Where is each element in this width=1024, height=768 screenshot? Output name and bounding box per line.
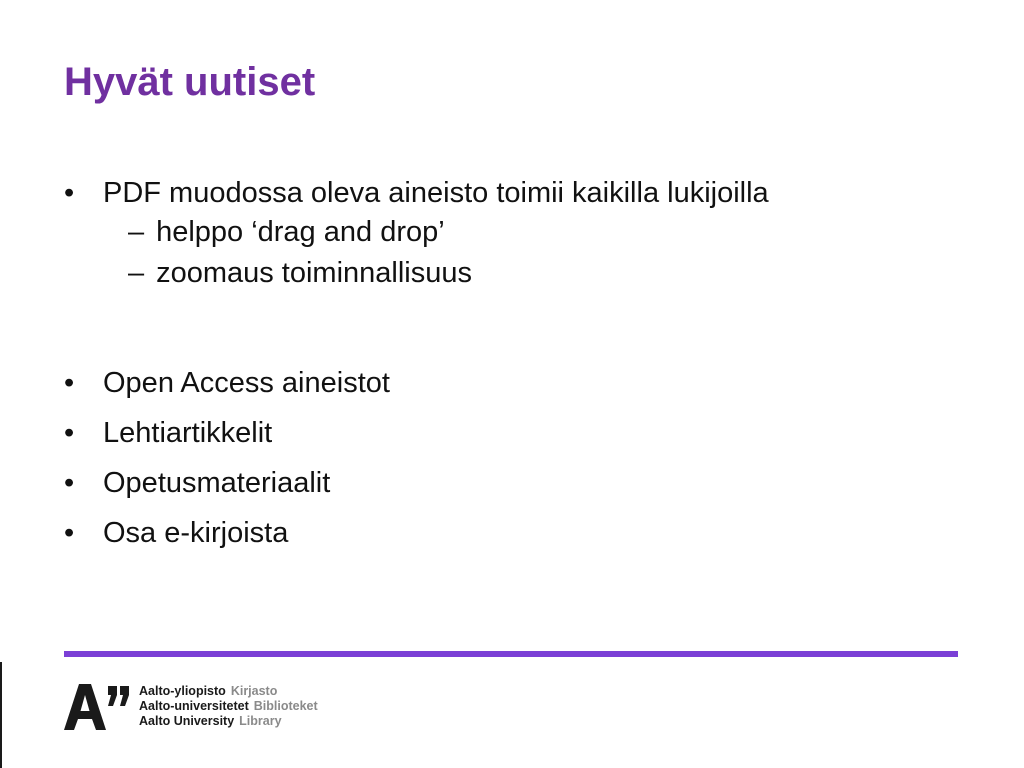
slide-title: Hyvät uutiset [64, 60, 316, 104]
logo-line [139, 684, 318, 699]
bullet-dot: • [64, 467, 75, 499]
logo-line [139, 714, 318, 729]
bullet-item [64, 168, 994, 218]
bullet-text: Lehtiartikkelit [103, 417, 273, 449]
sub-bullet-text: helppo ‘drag and drop’ [156, 216, 445, 248]
bullet-item [64, 458, 994, 508]
logo-library-name: Kirjasto [230, 684, 278, 698]
bullet-dot: • [64, 177, 75, 209]
logo-university-name: Aalto University [139, 714, 235, 728]
bullet-item [64, 358, 994, 408]
sub-bullet-text: zoomaus toiminnallisuus [156, 257, 472, 289]
bullet-text: Opetusmateriaalit [103, 467, 331, 499]
sub-bullet-dash: – [128, 257, 145, 289]
logo-university-name: Aalto-universitetet [139, 699, 249, 713]
logo-library-name: Library [239, 714, 282, 728]
bullet-dot: • [64, 417, 75, 449]
logo-quote-right [120, 686, 129, 706]
logo-text [139, 684, 318, 729]
logo-quote-left [108, 686, 117, 706]
footer-divider [64, 651, 958, 657]
logo-library-name: Biblioteket [253, 699, 318, 713]
sub-bullet-dash: – [128, 216, 145, 248]
sub-bullet-item [128, 212, 994, 253]
bullet-text: Open Access aineistot [103, 367, 390, 399]
bullet-item [64, 408, 994, 458]
bullet-text: Osa e-kirjoista [103, 517, 289, 549]
bullet-text: PDF muodossa oleva aineisto toimii kaikilla lukijoilla [103, 177, 769, 209]
logo-university-name: Aalto-yliopisto [139, 684, 226, 698]
aalto-logo-icon [64, 684, 130, 730]
bullet-item [64, 508, 994, 558]
bullet-spacer [64, 294, 994, 358]
slide-edge-line [0, 662, 2, 768]
sub-bullet-item [128, 253, 994, 294]
logo-line [139, 699, 318, 714]
bullet-dot: • [64, 517, 75, 549]
slide-content [64, 168, 994, 558]
bullet-dot: • [64, 367, 75, 399]
